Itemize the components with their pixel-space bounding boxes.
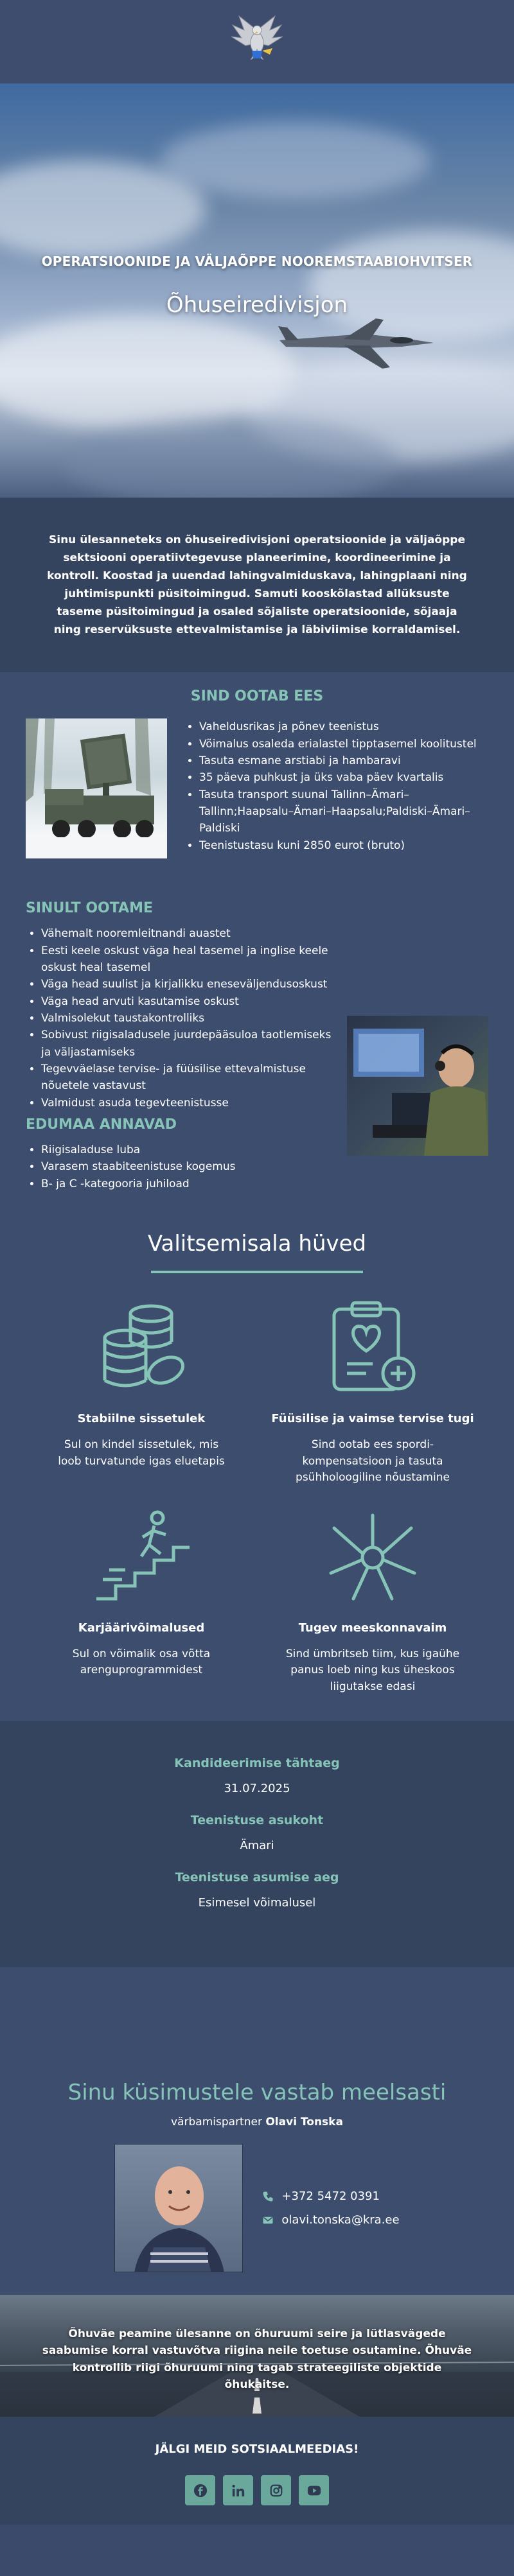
linkedin-icon bbox=[231, 2484, 245, 2498]
deadline-label: Kandideerimise tähtaeg bbox=[174, 1756, 340, 1771]
benefit-card bbox=[39, 1296, 244, 1486]
deadline-value: 31.07.2025 bbox=[224, 1782, 290, 1796]
list-item: • Tegevväelase tervise- ja füüsilise ettevalmistuse nõuetele vastavust bbox=[41, 1061, 334, 1095]
benefit-text: Sul on võimalik osa võtta arenguprogrammidest bbox=[72, 1647, 211, 1677]
social-section bbox=[0, 2417, 514, 2525]
offer-title: SIND OOTAB EES bbox=[190, 688, 324, 705]
benefit-title: Karjäärivõimalused bbox=[78, 1621, 205, 1635]
email-icon bbox=[262, 2215, 274, 2226]
team-hands-icon bbox=[270, 1506, 475, 1608]
benefit-card bbox=[39, 1506, 244, 1696]
email-line[interactable] bbox=[262, 2213, 399, 2227]
list-item: • 35 päeva puhkust ja üks vaba päev kvartalis bbox=[199, 769, 488, 786]
list-item: • Vaheldusrikas ja põnev teenistus bbox=[199, 718, 488, 735]
facebook-button[interactable] bbox=[185, 2475, 215, 2505]
youtube-icon bbox=[306, 2484, 322, 2498]
requirements-section bbox=[0, 878, 514, 1218]
list-item: • Tasuta transport suunal Tallinn–Ämari–Tallinn;Haapsalu–Ämari–Haapsalu;Paldiski–Ämari–Paldiski bbox=[199, 787, 488, 837]
details-section bbox=[0, 1721, 514, 1967]
requirements-title: SINULT OOTAME bbox=[26, 900, 153, 917]
instagram-icon bbox=[269, 2484, 283, 2498]
list-item: • Valmidust asuda tegevteenistusse bbox=[41, 1095, 334, 1111]
header bbox=[0, 0, 514, 83]
benefit-title: Füüsilise ja vaimse tervise tugi bbox=[271, 1412, 474, 1426]
list-item: • Varasem staabiteenistuse kogemus bbox=[41, 1158, 334, 1175]
linkedin-button[interactable] bbox=[223, 2475, 253, 2505]
operator-image bbox=[347, 1016, 488, 1156]
benefit-card bbox=[270, 1506, 475, 1696]
recruiter-portrait bbox=[114, 2144, 243, 2272]
benefit-title: Tugev meeskonnavaim bbox=[298, 1621, 447, 1635]
location-label: Teenistuse asukoht bbox=[190, 1813, 324, 1828]
instagram-button[interactable] bbox=[261, 2475, 291, 2505]
location-value: Ämari bbox=[240, 1839, 274, 1853]
hero-subtitle: OPERATSIOONIDE JA VÄLJAÕPPE NOOREMSTAABIOHVITSER bbox=[41, 254, 473, 269]
partner-name: Olavi Tonska bbox=[265, 2116, 343, 2129]
list-item: • Vähemalt nooremleitnandi auastet bbox=[41, 925, 334, 942]
partner-prefix: värbamispartner bbox=[171, 2116, 262, 2129]
mission-banner bbox=[0, 2295, 514, 2417]
mission-text: Õhuväe peamine ülesanne on õhuruumi seire ja lütlasvägede saabumise korral vastuvõtva riigina neile toetuse osutamine. Õhuväe kontrollib riigi õhuruumi ning tagab strateegiliste objektide õhukaitse. bbox=[42, 2328, 472, 2392]
list-item: • Tasuta esmane arstiabi ja hambaravi bbox=[199, 753, 488, 769]
hero-title: Õhuseiredivisjon bbox=[166, 292, 348, 318]
facebook-icon bbox=[193, 2484, 208, 2498]
advantage-list bbox=[26, 1142, 334, 1192]
hero-banner bbox=[0, 83, 514, 498]
list-item: • B- ja C -kategooria juhiload bbox=[41, 1176, 334, 1192]
phone-icon bbox=[262, 2191, 274, 2202]
list-item: • Väga head suulist ja kirjalikku eneseväljendusoskust bbox=[41, 976, 334, 993]
list-item: • Teenistustasu kuni 2850 eurot (bruto) bbox=[199, 837, 488, 854]
radar-vehicle-image bbox=[26, 718, 167, 858]
benefit-text: Sind ümbritseb tiim, kus igaühe panus loeb ning kus üheskoos liigutakse edasi bbox=[285, 1647, 460, 1693]
email-address[interactable]: olavi.tonska@kra.ee bbox=[281, 2213, 400, 2227]
career-stairs-icon bbox=[39, 1506, 244, 1608]
contact-title: Sinu küsimustele vastab meelsasti bbox=[67, 2080, 447, 2106]
medical-clipboard-icon bbox=[270, 1296, 475, 1399]
social-title: JÄLGI MEID SOTSIAALMEEDIAS! bbox=[155, 2442, 359, 2457]
fighter-jet-image bbox=[273, 315, 440, 375]
advantage-title: EDUMAA ANNAVAD bbox=[26, 1117, 177, 1133]
contact-section bbox=[0, 1967, 514, 2295]
offer-list bbox=[184, 718, 488, 854]
offer-section bbox=[0, 672, 514, 878]
start-label: Teenistuse asumise aeg bbox=[175, 1870, 339, 1885]
benefit-card bbox=[270, 1296, 475, 1486]
list-item: • Valmisolekut taustakontrolliks bbox=[41, 1010, 334, 1027]
contact-subtitle bbox=[26, 2116, 488, 2128]
intro-text: Sinu ülesanneteks on õhuseiredivisjoni operatsioonide ja väljaõppe sektsiooni operatiivtegevuse planeerimine, koordineerimine ja kontroll. Koostad ja uuendad lahingvalmiduskava, lahingplaani ning juhtimispunkti püsitoimingud. Samuti kooskõlastad allüksuste taseme püsitoimingud ja osaled sõjaliste operatsioonide, sõjaaja ning reservüksuste ettevalmistamise ja läbiviimise korraldamisel. bbox=[47, 534, 467, 637]
list-item: • Väga head arvuti kasutamise oskust bbox=[41, 993, 334, 1010]
phone-line[interactable] bbox=[262, 2189, 399, 2203]
requirements-list bbox=[26, 925, 334, 1111]
list-item: • Eesti keele oskust väga heal tasemel ja inglise keele oskust heal tasemel bbox=[41, 943, 334, 977]
coins-stack-icon bbox=[39, 1296, 244, 1399]
benefit-text: Sul on kindel sissetulek, mis loob turvatunde igas eluetapis bbox=[58, 1438, 225, 1468]
list-item: • Võimalus osaleda erialastel tipptasemel koolitustel bbox=[199, 736, 488, 753]
benefits-section bbox=[0, 1218, 514, 1721]
list-item: • Riigisaladuse luba bbox=[41, 1142, 334, 1158]
benefits-title: Valitsemisala hüved bbox=[147, 1231, 367, 1257]
intro-section bbox=[0, 498, 514, 672]
youtube-button[interactable] bbox=[299, 2475, 329, 2505]
phone-number[interactable]: +372 5472 0391 bbox=[281, 2189, 380, 2204]
start-value: Esimesel võimalusel bbox=[198, 1896, 316, 1910]
benefit-text: Sind ootab ees spordi-kompensatsioon ja tasuta psühholoogiline nõustamine bbox=[296, 1438, 450, 1484]
list-item: • Sobivust riigisaladusele juurdepääsuloa taotlemiseks ja väljastamiseks bbox=[41, 1027, 334, 1061]
title-underline bbox=[151, 1271, 363, 1273]
eagle-emblem-icon[interactable] bbox=[225, 10, 289, 74]
benefit-title: Stabiilne sissetulek bbox=[77, 1412, 206, 1426]
